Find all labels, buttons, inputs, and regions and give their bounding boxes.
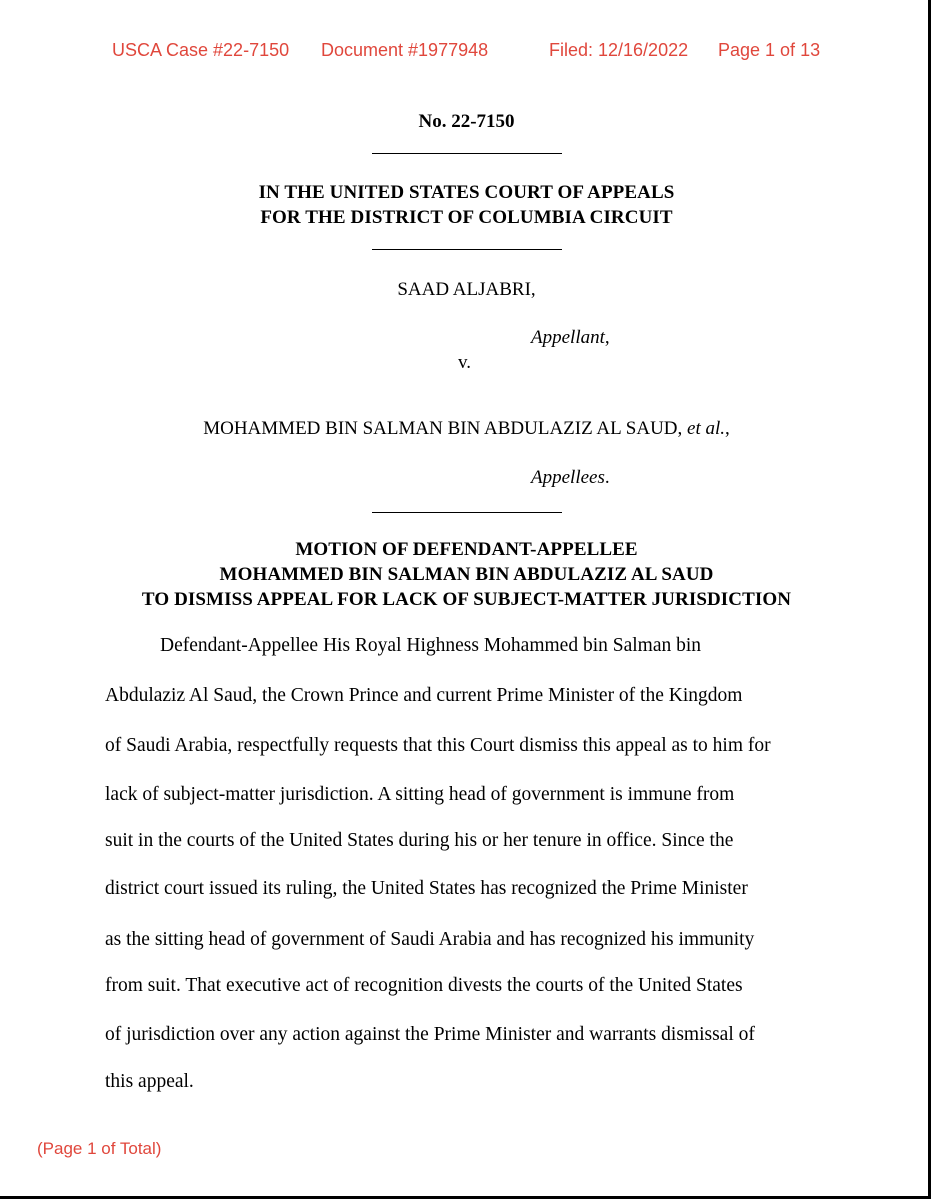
divider-2 [372, 249, 562, 250]
court-name-line-1: IN THE UNITED STATES COURT OF APPEALS [258, 182, 675, 203]
appellant-role-label: Appellant [531, 327, 605, 348]
body-line: district court issued its ruling, the United States has recognized the Prime Minister [105, 878, 748, 899]
document-number-stamp: Document #1977948 [321, 40, 489, 60]
body-line: lack of subject-matter jurisdiction. A sitting head of government is immune from [105, 784, 735, 805]
appellant-role-comma: , [604, 327, 610, 348]
divider-3 [372, 512, 562, 513]
page-footer: (Page 1 of Total) [37, 1139, 162, 1158]
divider-1 [372, 153, 562, 154]
motion-title-line-3: TO DISMISS APPEAL FOR LACK OF SUBJECT-MATTER JURISDICTION [141, 589, 792, 610]
body-line: of Saudi Arabia, respectfully requests that this Court dismiss this appeal as to him for [105, 735, 771, 756]
motion-title-line-2: MOHAMMED BIN SALMAN BIN ABDULAZIZ AL SAUD [219, 564, 714, 585]
body-line: as the sitting head of government of Saudi Arabia and has recognized his immunity [105, 929, 755, 950]
body-line: from suit. That executive act of recognition divests the courts of the United States [105, 975, 743, 996]
appellee-role-period: . [604, 467, 610, 488]
body-line: this appeal. [105, 1071, 194, 1092]
motion-title-line-1: MOTION OF DEFENDANT-APPELLEE [295, 539, 638, 560]
body-line: Defendant-Appellee His Royal Highness Mohammed bin Salman bin [160, 635, 702, 656]
appellant-name: SAAD ALJABRI, [397, 279, 536, 300]
appellee-et-al: et al. [687, 418, 726, 439]
appellee-name-text: MOHAMMED BIN SALMAN BIN ABDULAZIZ AL SAUD, [203, 418, 683, 439]
body-line: Abdulaziz Al Saud, the Crown Prince and current Prime Minister of the Kingdom [105, 685, 743, 706]
body-line: suit in the courts of the United States during his or her tenure in office. Since the [105, 830, 734, 851]
body-line: of jurisdiction over any action against the Prime Minister and warrants dismissal of [105, 1024, 755, 1045]
page-count-stamp: Page 1 of 13 [718, 40, 821, 60]
docket-number: No. 22-7150 [418, 111, 515, 132]
filed-date-stamp: Filed: 12/16/2022 [549, 40, 689, 60]
appellee-role-label: Appellees [531, 467, 605, 488]
appellee-comma: , [725, 418, 730, 439]
case-number-stamp: USCA Case #22-7150 [112, 40, 290, 60]
appellee-role [531, 467, 610, 489]
court-name-line-2: FOR THE DISTRICT OF COLUMBIA CIRCUIT [260, 207, 673, 228]
versus: v. [458, 352, 472, 373]
appellee-name [0, 418, 933, 440]
appellant-role [531, 327, 610, 349]
